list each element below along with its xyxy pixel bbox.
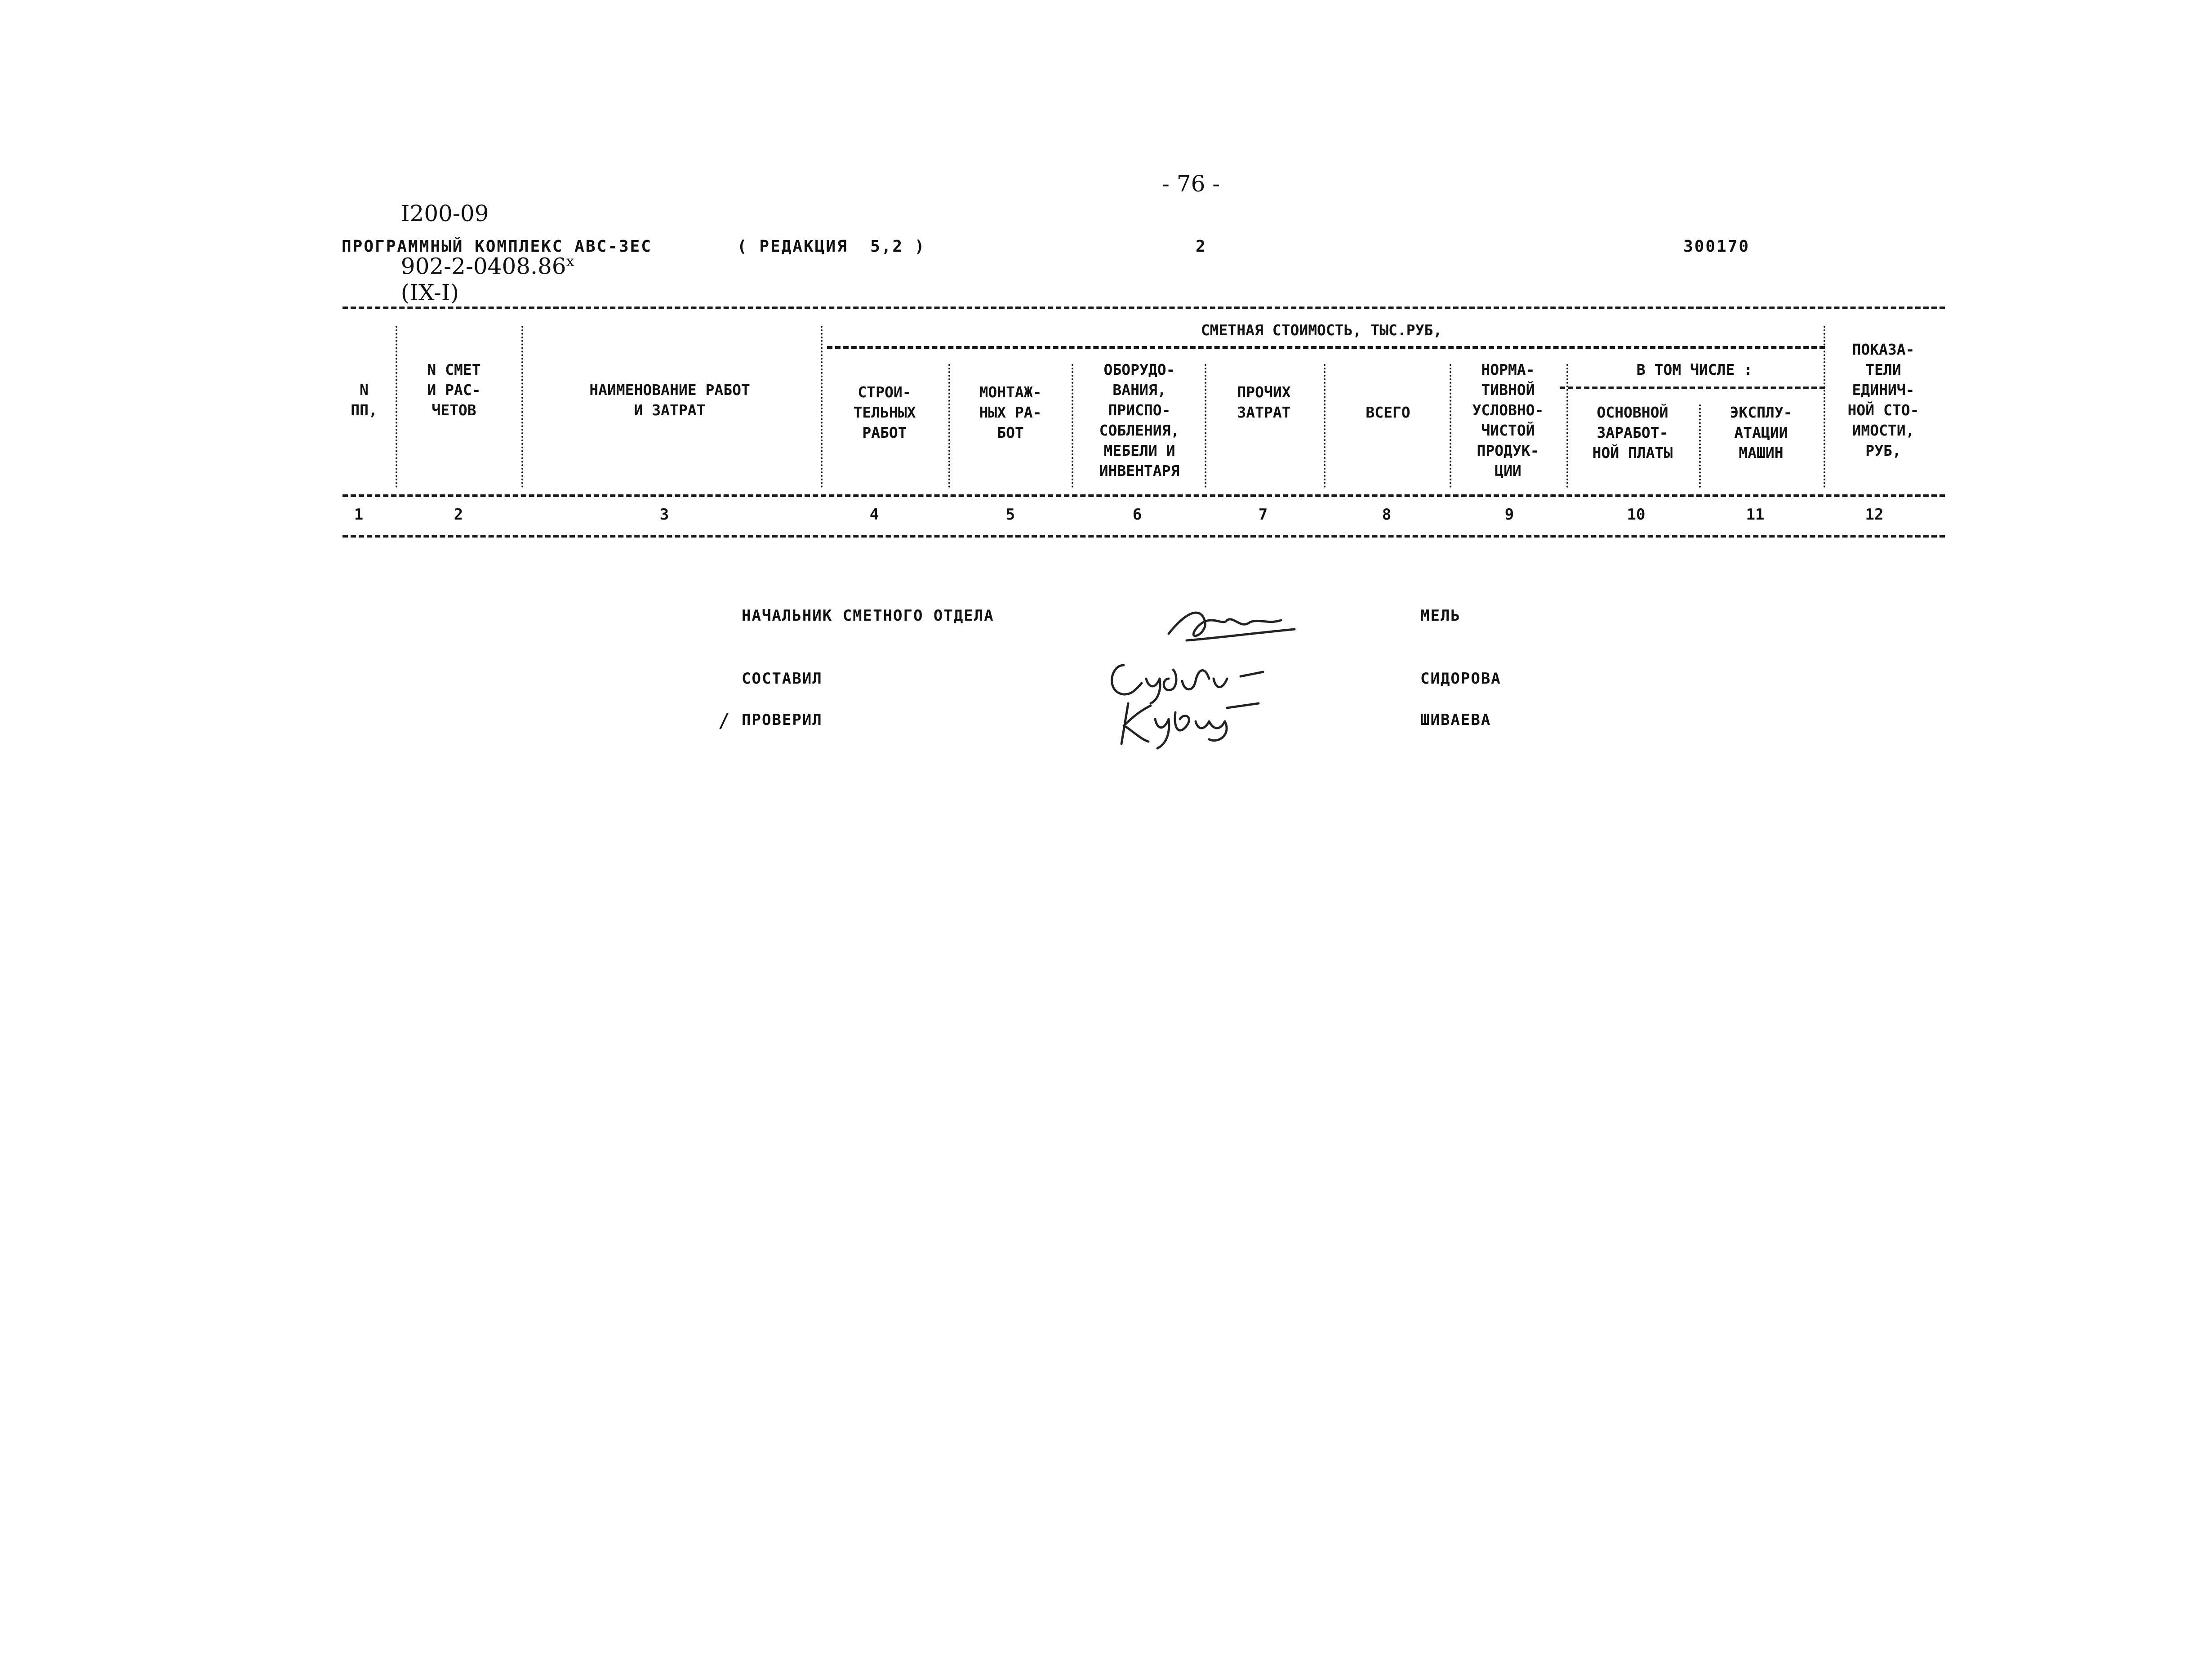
col-number: 5: [1005, 506, 1015, 524]
page-number: - 76 -: [1162, 171, 1220, 197]
subgroup-rule: [1560, 387, 1825, 389]
col-number: 2: [454, 506, 463, 524]
col-header-5: МОНТАЖ- НЫХ РА- БОТ: [979, 383, 1042, 441]
col-number: 4: [869, 506, 879, 524]
program-name: ПРОГРАММНЫЙ КОМПЛЕКС АВС-3ЕС: [342, 237, 652, 256]
group-rule: [827, 346, 1825, 349]
col-header-11: ЭКСПЛУ- АТАЦИИ МАШИН: [1730, 404, 1793, 462]
program-code: 300170: [1683, 237, 1750, 256]
document-code: I200-09: [400, 200, 489, 227]
col-number: 11: [1746, 506, 1765, 524]
signature-scribble-head: [1160, 602, 1303, 652]
numbers-bottom-rule: [343, 535, 1945, 538]
col-number: 10: [1627, 506, 1646, 524]
col-number: 7: [1258, 506, 1268, 524]
table-top-rule: [343, 307, 1945, 309]
col-header-8: ВСЕГО: [1366, 404, 1410, 421]
col-number: 8: [1382, 506, 1392, 524]
col-header-10: ОСНОВНОЙ ЗАРАБОТ- НОЙ ПЛАТЫ: [1592, 404, 1673, 462]
project-superscript: x: [566, 253, 574, 270]
col-number: 9: [1504, 506, 1514, 524]
col-header-12: ПОКАЗА- ТЕЛИ ЕДИНИЧ- НОЙ СТО- ИМОСТИ, РУБ,: [1847, 341, 1919, 459]
header-bottom-rule: [343, 494, 1945, 497]
project-number: 902-2-0408.86: [400, 253, 566, 280]
col-header-9: НОРМА- ТИВНОЙ УСЛОВНО- ЧИСТОЙ ПРОДУК- ЦИИ: [1472, 361, 1544, 480]
group-header: СМЕТНАЯ СТОИМОСТЬ, ТЫС.РУБ,: [1201, 321, 1442, 339]
col-header-2: N СМЕТ И РАС- ЧЕТОВ: [427, 361, 481, 419]
col-header-3: НАИМЕНОВАНИЕ РАБОТ И ЗАТРАТ: [589, 381, 750, 419]
signature-role: ПРОВЕРИЛ: [742, 711, 823, 729]
check-mark: /: [718, 709, 731, 732]
signature-name: МЕЛЬ: [1420, 607, 1461, 625]
col-number: 6: [1132, 506, 1142, 524]
signature-role: СОСТАВИЛ: [742, 670, 823, 688]
subgroup-header: В ТОМ ЧИСЛЕ :: [1636, 361, 1753, 378]
signature-role: НАЧАЛЬНИК СМЕТНОГО ОТДЕЛА: [742, 607, 994, 625]
program-version: ( РЕДАКЦИЯ 5,2 ): [737, 237, 926, 256]
col-header-7: ПРОЧИХ ЗАТРАТ: [1237, 383, 1291, 421]
col-header-6: ОБОРУДО- ВАНИЯ, ПРИСПО- СОБЛЕНИЯ, МЕБЕЛИ И ИНВЕНТАРЯ: [1099, 361, 1180, 480]
col-number: 1: [354, 506, 364, 524]
signature-name: СИДОРОВА: [1420, 670, 1501, 688]
col-number: 12: [1865, 506, 1884, 524]
signature-name: ШИВАЕВА: [1420, 711, 1491, 729]
col-header-4: СТРОИ- ТЕЛЬНЫХ РАБОТ: [853, 383, 916, 441]
col-header-1: N ПП,: [351, 381, 378, 419]
signature-scribble-checker: [1106, 694, 1294, 753]
project-part: (IX-I): [400, 279, 459, 306]
program-sheet: 2: [1196, 237, 1207, 256]
col-number: 3: [659, 506, 669, 524]
